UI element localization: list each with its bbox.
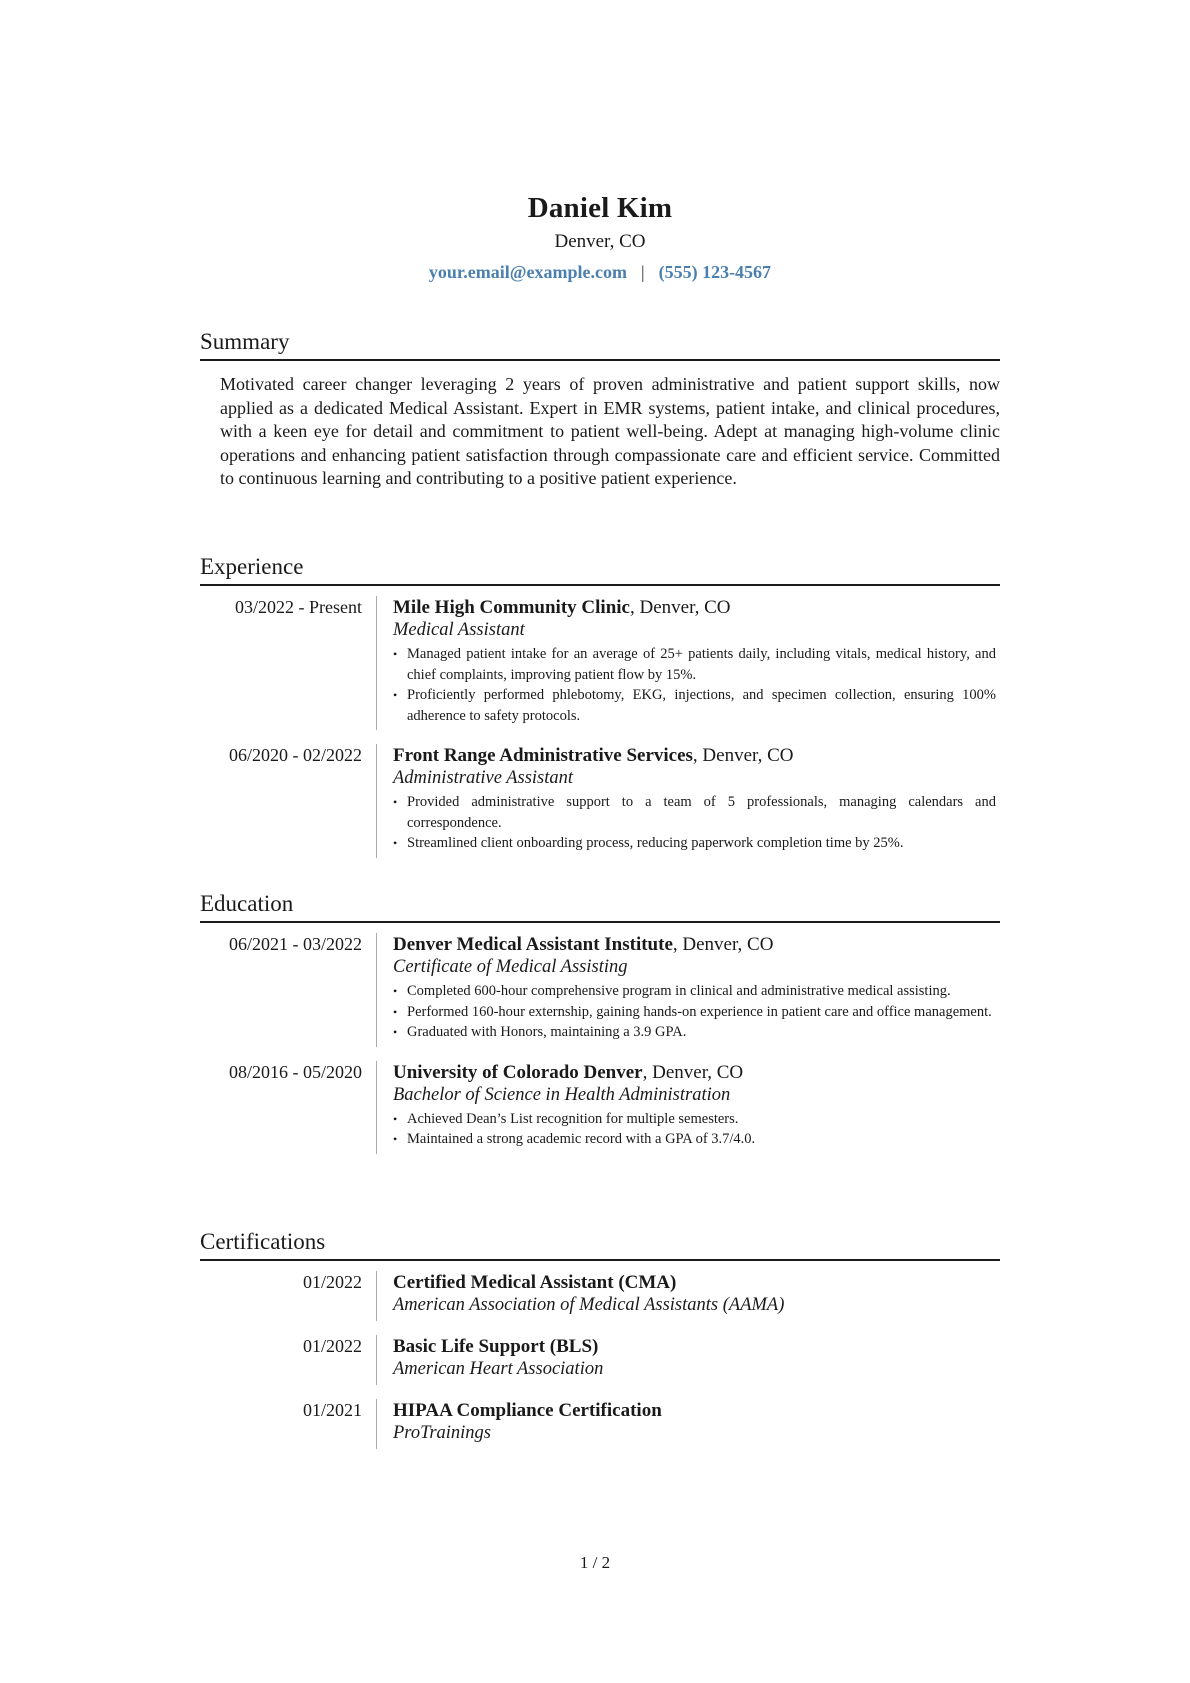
entry-date: 01/2022 xyxy=(302,1272,362,1292)
section-title-summary: Summary xyxy=(200,327,1000,361)
bullet-item: • Maintained a strong academic record with a GPA of 3.7/4.0. xyxy=(393,1129,1000,1150)
entry-bullets xyxy=(393,792,1000,854)
entry-bullets xyxy=(393,1109,1000,1150)
entry-location: , Denver, CO xyxy=(629,597,731,618)
resume-header xyxy=(200,190,1000,284)
bullet-item: • Achieved Dean’s List recognition for multiple semesters. xyxy=(393,1109,1000,1130)
experience-section xyxy=(200,552,1000,858)
certification-entry xyxy=(200,1271,1000,1321)
entry-date: 01/2021 xyxy=(302,1400,362,1420)
entry-heading xyxy=(393,933,1000,956)
certification-issuer: ProTrainings xyxy=(393,1423,492,1443)
section-title-education: Education xyxy=(200,889,1000,923)
entry-date: 06/2020 - 02/2022 xyxy=(229,745,362,765)
entry-date: 08/2016 - 05/2020 xyxy=(229,1061,362,1082)
bullet-item: • Provided administrative support to a team of 5 professionals, managing calendars and correspondence. xyxy=(393,792,1000,833)
bullet-item: • Streamlined client onboarding process, reducing paperwork completion time by 25%. xyxy=(393,833,1000,854)
page-number: 1 / 2 xyxy=(579,1553,611,1572)
bullet-item: • Managed patient intake for an average of 25+ patients daily, including vitals, medical history, and chief complaints, improving patient flow by 15%. xyxy=(393,644,1000,685)
phone-link[interactable]: (555) 123-4567 xyxy=(658,262,772,282)
education-section xyxy=(200,889,1000,1154)
certification-issuer: American Heart Association xyxy=(393,1359,604,1379)
entry-role: Bachelor of Science in Health Administration xyxy=(393,1084,731,1105)
education-entry xyxy=(200,933,1000,1047)
experience-entry xyxy=(200,596,1000,730)
entry-date: 06/2021 - 03/2022 xyxy=(229,934,362,954)
candidate-name: Daniel Kim xyxy=(527,192,673,224)
entry-date: 01/2022 xyxy=(302,1336,362,1356)
entry-heading xyxy=(393,1399,1000,1422)
contact-separator: | xyxy=(640,262,645,282)
entry-heading xyxy=(393,1335,1000,1358)
certification-entry xyxy=(200,1399,1000,1449)
email-link[interactable]: your.email@example.com xyxy=(428,262,627,282)
certification-entry xyxy=(200,1335,1000,1385)
entry-role: Certificate of Medical Assisting xyxy=(393,957,628,977)
entry-date: 03/2022 - Present xyxy=(235,597,362,617)
entry-organization: Mile High Community Clinic xyxy=(393,597,630,618)
certification-issuer: American Association of Medical Assistants (AAMA) xyxy=(393,1295,785,1315)
entry-heading xyxy=(393,596,1000,619)
entry-location: , Denver, CO xyxy=(692,745,794,766)
entry-role: Medical Assistant xyxy=(393,620,525,640)
education-entry xyxy=(200,1061,1000,1154)
bullet-item: • Completed 600-hour comprehensive program in clinical and administrative medical assisting. xyxy=(393,981,1000,1002)
summary-text: Motivated career changer leveraging 2 years of proven administrative and patient support skills, now applied as a dedicated Medical Assistant. Expert in EMR systems, patient intake, and clinical procedures, with a keen eye for detail and commitment to patient well-being. Adept at managing high-volume clinic operations and enhancing patient satisfaction through compassionate care and efficient service. Committed to continuous learning and contributing to a positive patient experience. xyxy=(220,374,1000,488)
entry-heading xyxy=(393,1271,1000,1294)
summary-section xyxy=(200,327,1000,491)
entry-body xyxy=(376,933,1000,1047)
entry-bullets xyxy=(393,981,1000,1043)
entry-organization: Denver Medical Assistant Institute xyxy=(393,934,673,955)
bullet-item: • Performed 160-hour externship, gaining hands-on experience in patient care and office management. xyxy=(393,1002,1000,1023)
bullet-item: • Graduated with Honors, maintaining a 3.9 GPA. xyxy=(393,1022,1000,1043)
candidate-location: Denver, CO xyxy=(554,231,646,252)
section-title-experience: Experience xyxy=(200,552,1000,586)
experience-entry xyxy=(200,744,1000,858)
certifications-section xyxy=(200,1227,1000,1449)
entry-body xyxy=(376,1061,1000,1154)
entry-heading xyxy=(393,744,1000,767)
certification-name: HIPAA Compliance Certification xyxy=(393,1400,662,1421)
entry-location: , Denver, CO xyxy=(642,1061,744,1083)
section-title-certifications: Certifications xyxy=(200,1227,1000,1261)
entry-body xyxy=(376,1271,1000,1321)
entry-body xyxy=(376,1335,1000,1385)
entry-role: Administrative Assistant xyxy=(393,768,574,788)
bullet-item: • Proficiently performed phlebotomy, EKG, injections, and specimen collection, ensuring 100% adherence to safety protocols. xyxy=(393,685,1000,726)
certification-name: Certified Medical Assistant (CMA) xyxy=(393,1272,677,1293)
entry-body xyxy=(376,596,1000,730)
certification-name: Basic Life Support (BLS) xyxy=(393,1336,599,1357)
entry-body xyxy=(376,744,1000,858)
contact-line xyxy=(200,260,1000,284)
entry-organization: University of Colorado Denver xyxy=(393,1061,643,1083)
entry-location: , Denver, CO xyxy=(672,934,774,955)
entry-bullets xyxy=(393,644,1000,726)
entry-heading xyxy=(393,1061,1000,1084)
entry-organization: Front Range Administrative Services xyxy=(393,745,693,766)
resume-page xyxy=(200,0,1000,1443)
entry-body xyxy=(376,1399,1000,1449)
